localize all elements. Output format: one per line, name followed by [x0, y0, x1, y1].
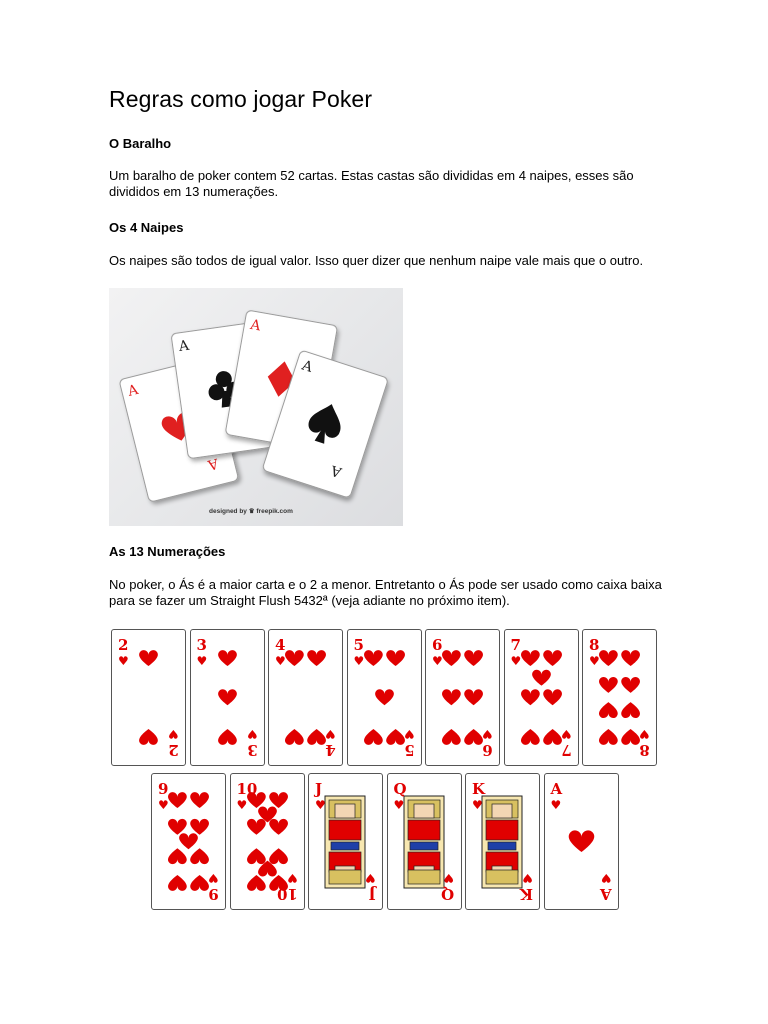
heart-icon: ♥	[196, 654, 208, 668]
image-credit	[209, 507, 293, 515]
court-detail	[486, 870, 518, 884]
card-rank-label: A	[550, 780, 563, 798]
heart-pip	[139, 650, 158, 666]
card-rank-bottom	[277, 870, 298, 901]
heart-icon: ♥	[325, 727, 336, 741]
card-rank-top	[158, 782, 169, 813]
ace-spades-rank-bottom: A	[329, 461, 344, 481]
heart-pip	[190, 848, 209, 864]
paragraph-line: Os naipes são todos de igual valor. Isso quer dizer que nenhum naipe vale mais que o outro.	[109, 253, 644, 268]
heart-icon: ♥	[118, 654, 129, 668]
heart-icon: ♥	[246, 727, 258, 741]
heart-pip	[307, 650, 326, 666]
card-rank-label: 8	[589, 636, 600, 654]
crown-icon: ♛	[248, 508, 255, 515]
heart-pip	[464, 650, 483, 666]
ace-diamonds-rank: A	[249, 316, 262, 335]
court-figure-k	[482, 796, 522, 888]
card-rank-label: 3	[247, 741, 258, 759]
heart-icon: ♥	[286, 871, 298, 885]
heart-icon: ♥	[236, 798, 248, 812]
card-q-of-hearts	[387, 773, 462, 910]
heart-pip	[543, 729, 562, 745]
heart-icon: ♥	[560, 727, 572, 741]
card-rank-top	[354, 638, 365, 669]
card-rank-label: 5	[353, 636, 364, 654]
page-title: Regras como jogar Poker	[109, 86, 373, 112]
credit-brand: freepik.com	[256, 508, 293, 515]
paragraph-line: Um baralho de poker contem 52 cartas. Estas castas são divididas em 4 naipes, esses são	[109, 168, 634, 183]
card-rank-bottom	[600, 870, 612, 901]
card-rank-bottom	[561, 726, 572, 757]
card-rank-label: Q	[393, 780, 407, 798]
court-detail	[492, 804, 512, 818]
card-rank-label: 9	[158, 780, 169, 798]
card-rank-top	[275, 638, 286, 669]
heart-pip	[269, 819, 288, 835]
heart-pip	[168, 792, 187, 808]
card-rank-top	[551, 782, 563, 813]
court-detail	[335, 804, 355, 818]
four-aces-drawing	[109, 288, 403, 526]
heart-icon: ♥	[472, 798, 483, 812]
card-rank-label: 3	[196, 636, 207, 654]
heart-icon: ♥	[432, 654, 443, 668]
court-detail	[329, 820, 361, 840]
heart-pip	[386, 729, 405, 745]
card-9-of-hearts	[151, 773, 226, 910]
heart-pip	[442, 729, 461, 745]
heart-icon: ♥	[522, 871, 533, 885]
card-10-of-hearts	[230, 773, 305, 910]
card-rank-top	[315, 782, 326, 813]
heart-pip	[543, 650, 562, 666]
card-rank-label: 5	[404, 741, 415, 759]
card-rank-label: 2	[118, 636, 129, 654]
card-rank-label: 6	[432, 636, 443, 654]
paragraph-line: para se fazer um Straight Flush 5432ª (veja adiante no próximo item).	[109, 593, 510, 608]
card-rank-top	[511, 638, 522, 669]
heart-pip	[621, 702, 640, 718]
card-rank-label: J	[368, 885, 376, 903]
card-rank-label: 10	[236, 780, 258, 798]
heart-icon: ♥	[482, 727, 493, 741]
heart-pip	[168, 875, 187, 891]
card-rank-label: 6	[482, 741, 493, 759]
heart-pip	[621, 729, 640, 745]
court-detail	[410, 842, 438, 850]
card-7-of-hearts	[504, 629, 579, 766]
heart-icon: ♥	[353, 654, 365, 668]
card-rank-bottom	[520, 870, 533, 901]
heart-pip	[139, 729, 158, 745]
heart-pip	[621, 677, 640, 693]
heart-icon: ♥	[208, 871, 219, 885]
heart-pip	[190, 792, 209, 808]
card-6-of-hearts	[425, 629, 500, 766]
heart-pip	[621, 650, 640, 666]
card-rank-top	[118, 638, 129, 669]
heart-pip	[285, 650, 304, 666]
heart-icon: ♥	[510, 654, 522, 668]
card-rank-label: Q	[441, 885, 455, 903]
card-rank-bottom	[247, 726, 258, 757]
card-rank-top	[394, 782, 407, 813]
court-detail	[408, 870, 440, 884]
heart-icon: ♥	[168, 727, 179, 741]
heart-pip	[464, 729, 483, 745]
heart-pip	[464, 689, 483, 705]
heart-icon: ♥	[365, 871, 376, 885]
court-detail	[408, 820, 440, 840]
paragraph-line: No poker, o Ás é a maior carta e o 2 a menor. Entretanto o Ás pode ser usado como caixa baixa	[109, 577, 662, 592]
court-figure-q	[404, 796, 444, 888]
heart-pip	[190, 875, 209, 891]
card-8-of-hearts	[582, 629, 657, 766]
ace-hearts-rank-bottom: A	[206, 454, 220, 473]
credit-prefix: designed by	[209, 508, 247, 515]
heart-pip	[307, 729, 326, 745]
section-heading-baralho: O Baralho	[109, 136, 172, 151]
heart-pip	[218, 689, 237, 705]
card-rank-label: K	[472, 780, 486, 798]
heart-pip	[599, 702, 618, 718]
paragraph-baralho	[109, 168, 669, 200]
card-rank-label: 4	[275, 636, 286, 654]
heart-pip	[247, 875, 266, 891]
card-k-of-hearts	[465, 773, 540, 910]
card-3-of-hearts	[190, 629, 265, 766]
card-rank-top	[472, 782, 485, 813]
heart-pip	[386, 650, 405, 666]
paragraph-numeracoes	[109, 577, 669, 609]
heart-pip	[168, 848, 187, 864]
court-detail	[329, 870, 361, 884]
card-5-of-hearts	[347, 629, 422, 766]
heart-pip	[179, 833, 198, 849]
heart-icon: ♥	[275, 654, 286, 668]
heart-pip	[190, 819, 209, 835]
heart-pip	[599, 677, 618, 693]
heart-pip	[532, 670, 551, 686]
card-rank-bottom	[639, 726, 650, 757]
court-detail	[414, 804, 434, 818]
heart-icon: ♥	[600, 871, 612, 885]
card-rank-label: 2	[168, 741, 179, 759]
paragraph-line: divididos em 13 numerações.	[109, 184, 279, 199]
heart-icon: ♥	[589, 654, 600, 668]
heart-pip	[442, 689, 461, 705]
heart-icon: ♥	[315, 798, 326, 812]
card-2-of-hearts	[111, 629, 186, 766]
ace-spades-rank: A	[299, 357, 315, 376]
heart-icon: ♥	[158, 798, 169, 812]
card-rank-bottom	[365, 870, 376, 901]
heart-pip	[218, 650, 237, 666]
heart-pip	[269, 848, 288, 864]
court-detail	[486, 820, 518, 840]
heart-pip	[521, 729, 540, 745]
heart-pip	[218, 729, 237, 745]
heart-pip	[168, 819, 187, 835]
heart-pip	[543, 689, 562, 705]
card-rank-label: 7	[561, 741, 572, 759]
card-4-of-hearts	[268, 629, 343, 766]
court-detail	[331, 842, 359, 850]
heart-pip	[521, 650, 540, 666]
four-aces-illustration	[109, 288, 403, 526]
heart-pip	[521, 689, 540, 705]
card-rank-label: 4	[325, 741, 336, 759]
ace-clubs-rank: A	[177, 337, 191, 355]
heart-icon: ♥	[550, 798, 562, 812]
card-rank-label: A	[599, 885, 612, 903]
heart-pip	[375, 689, 394, 705]
card-rank-bottom	[325, 726, 336, 757]
card-rank-top	[197, 638, 208, 669]
card-a-of-hearts	[544, 773, 619, 910]
card-rank-label: 10	[276, 885, 298, 903]
card-rank-label: 9	[208, 885, 219, 903]
card-rank-label: J	[315, 780, 323, 798]
card-rank-bottom	[482, 726, 493, 757]
section-heading-numeracoes: As 13 Numerações	[109, 544, 226, 559]
card-rank-bottom	[208, 870, 219, 901]
card-rank-bottom	[404, 726, 415, 757]
heart-pip	[285, 729, 304, 745]
heart-pip	[269, 792, 288, 808]
paragraph-naipes	[109, 253, 669, 269]
card-rank-label: 8	[639, 741, 650, 759]
heart-pip	[247, 819, 266, 835]
card-rank-label: K	[519, 885, 533, 903]
heart-icon: ♥	[403, 727, 415, 741]
heart-pip	[364, 729, 383, 745]
heart-pip	[247, 848, 266, 864]
card-rank-top	[237, 782, 258, 813]
card-rank-top	[589, 638, 600, 669]
heart-pip	[599, 729, 618, 745]
court-figure-j	[325, 796, 365, 888]
heart-pip	[442, 650, 461, 666]
card-rank-bottom	[168, 726, 179, 757]
card-rank-top	[432, 638, 443, 669]
heart-pip	[568, 830, 594, 852]
section-heading-naipes: Os 4 Naipes	[109, 220, 184, 235]
heart-icon: ♥	[639, 727, 650, 741]
heart-icon: ♥	[443, 871, 455, 885]
card-rank-label: 7	[510, 636, 521, 654]
heart-pip	[599, 650, 618, 666]
card-j-of-hearts	[308, 773, 383, 910]
heart-pip	[364, 650, 383, 666]
heart-icon: ♥	[393, 798, 405, 812]
ace-hearts-rank: A	[126, 381, 140, 400]
court-detail	[488, 842, 516, 850]
card-rank-bottom	[441, 870, 454, 901]
